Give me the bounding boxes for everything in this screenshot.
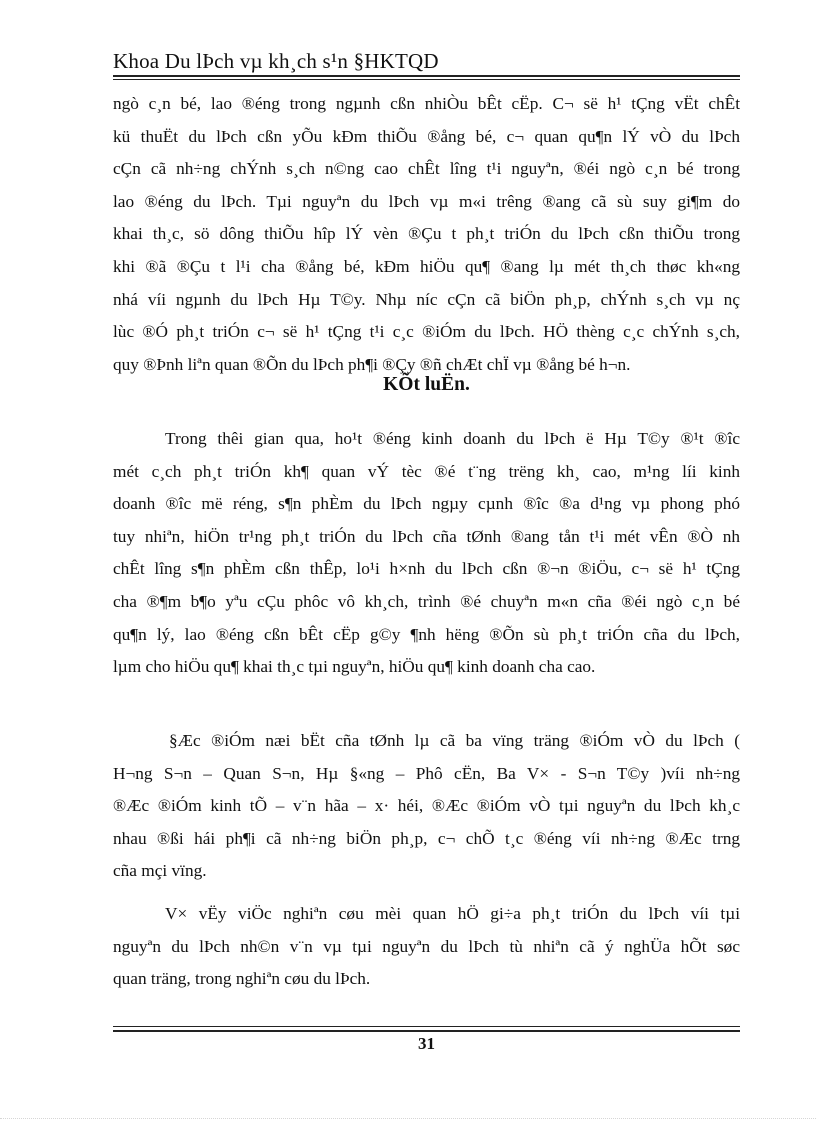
intro-line: ngò c¸n bé, lao ®éng trong ngµnh cßn nhiÒu bÊt cËp. C¬ së h¹ tÇng vËt chÊt (113, 94, 740, 113)
intro-line: lùc ®Ó ph¸t triÓn c¬ së h¹ tÇng t¹i c¸c ®iÓm du lÞch. HÖ thèng c¸c chÝnh s¸ch, (113, 322, 740, 342)
intro-line: kü thuËt du lÞch cßn yÕu kÐm thiÕu ®ång bé, c¬ quan qu¶n lÝ vÒ du lÞch (113, 126, 740, 146)
paragraph-line: V× vËy viÖc nghiªn cøu mèi quan hÖ gi÷a ph¸t triÓn du lÞch víi tµi (165, 904, 740, 923)
paragraph-line: qu¶n lý, lao ®éng cßn bÊt cËp g©y ¶nh hëng ®Õn sù ph¸t triÓn cña du lÞch, (113, 624, 740, 644)
header-rule-thin (113, 79, 740, 80)
paragraph-line: chÊt lîng s¶n phÈm cßn thÊp, lo¹i h×nh du lÞch cßn ®¬n ®iÖu, c¬ së h¹ tÇng (113, 559, 740, 579)
paragraph-line: nguyªn du lÞch nh©n v¨n vµ tµi nguyªn du lÞch tù nhiªn cã ý nghÜa hÕt søc (113, 936, 740, 956)
intro-lines (113, 88, 740, 381)
footer-rule-thin (113, 1026, 740, 1027)
header-rule-thick (113, 75, 740, 77)
intro-line: cÇn cã nh÷ng chÝnh s¸ch n©ng cao chÊt lîng t¹i nguyªn, ®éi ngò c¸n bé trong (113, 159, 740, 179)
paragraph-line: cña mçi vïng. (113, 861, 207, 881)
intro-paragraph (113, 88, 740, 381)
page-number: 31 (418, 1034, 435, 1053)
paragraph-line: quan träng, trong nghiªn cøu du lÞch. (113, 969, 371, 989)
paragraph-line: H¬ng S¬n – Quan S¬n, Hµ §«ng – Phô cËn, Ba V× - S¬n T©y )víi nh÷ng (113, 763, 740, 783)
section-heading: KÕt luËn. (383, 374, 470, 395)
intro-line: quy ®Þnh liªn quan ®Õn du lÞch ph¶i ®Çy ®ñ chÆt chÏ vµ ®ång bé h¬n. (113, 354, 631, 374)
conclusion-paragraph-3 (113, 898, 740, 996)
paragraph-line: §Æc ®iÓm næi bËt cña tØnh lµ cã ba vïng träng ®iÓm vÒ du lÞch ( (169, 731, 740, 750)
conclusion-paragraph-1 (113, 423, 740, 684)
intro-line: nhá víi ngµnh du lÞch Hµ T©y. Nhµ níc cÇn cã biÖn ph¸p, chÝnh s¸ch vµ nç (113, 289, 740, 309)
intro-line: khi ®ã ®Çu t l¹i cha ®ång bé, kÐm hiÖu qu¶ ®ang lµ mét th¸ch thøc kh«ng (113, 256, 740, 276)
paragraph-line: lµm cho hiÖu qu¶ khai th¸c tµi nguyªn, hiÖu qu¶ kinh doanh cha cao. (113, 657, 596, 677)
paragraph-line: cha ®¶m b¶o yªu cÇu phôc vô kh¸ch, trình ®é chuyªn m«n cña ®éi ngò c¸n bé (113, 591, 740, 611)
conclusion-paragraph-2 (113, 725, 740, 888)
intro-line: khai th¸c, sö dông thiÕu hîp lÝ vèn ®Çu t ph¸t triÓn du lÞch cßn thiÕu trong (113, 224, 740, 244)
page-bottom-dotted-line (0, 1118, 816, 1120)
paragraph-line: mét c¸ch ph¸t triÓn kh¶ quan vÝ tèc ®é t¨ng trëng kh¸ cao, m¹ng líi kinh (113, 461, 740, 481)
page-header: Khoa Du lÞch vµ kh¸ch s¹n §HKTQD (113, 49, 439, 73)
paragraph-line: doanh ®îc më réng, s¶n phÈm du lÞch ngµy cµnh ®îc ®a d¹ng vµ phong phó (113, 494, 740, 514)
paragraph-line: Trong thêi gian qua, ho¹t ®éng kinh doanh du lÞch ë Hµ T©y ®¹t ®îc (165, 429, 740, 448)
footer-rule-thick (113, 1030, 740, 1032)
paragraph-line: nhau ®ßi hái ph¶i cã nh÷ng biÖn ph¸p, c¬ chÕ t¸c ®éng víi nh÷ng ®Æc trng (113, 828, 740, 848)
paragraph-line: ®Æc ®iÓm kinh tÕ – v¨n hãa – x· héi, ®Æc ®iÓm vÒ tµi nguyªn du lÞch kh¸c (113, 796, 740, 816)
paragraph-line: tuy nhiªn, hiÖn tr¹ng ph¸t triÓn du lÞch cña tØnh ®ang tån t¹i mét vÊn ®Ò nh (113, 526, 740, 546)
intro-line: lao ®éng du lÞch. Tµi nguyªn du lÞch vµ m«i trêng ®ang cã sù suy gi¶m do (113, 191, 740, 211)
